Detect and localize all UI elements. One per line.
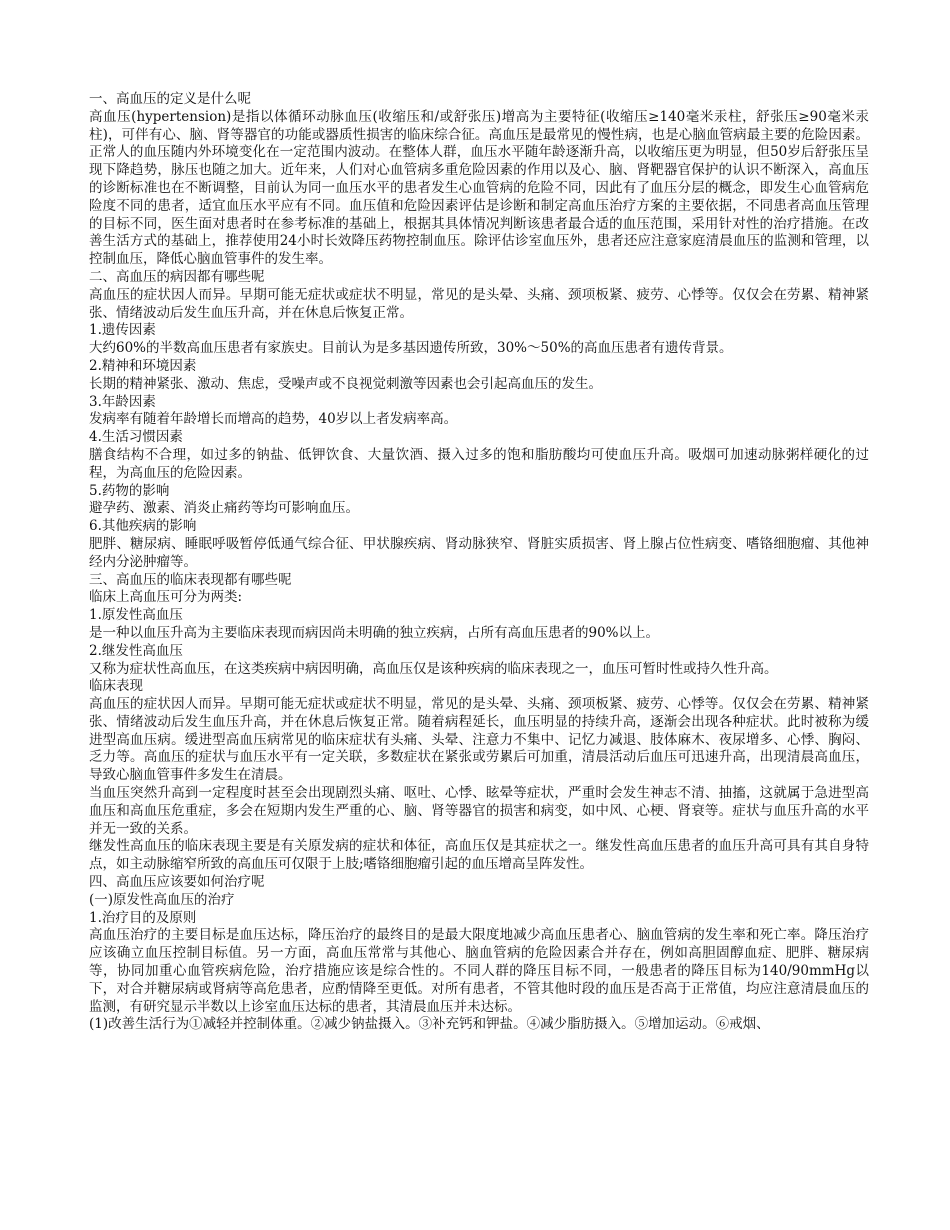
paragraph-secondary: 又称为症状性高血压，在这类疾病中病因明确，高血压仅是该种疾病的临床表现之一，血压可暂时性或持久性升高。	[89, 660, 778, 677]
subheading-secondary: 2.继发性高血压	[89, 642, 183, 659]
paragraph-lifestyle: 膳食结构不合理，如过多的钠盐、低钾饮食、大量饮酒、摄入过多的饱和脂肪酸均可使血压升高。吸烟可加速动脉粥样硬化的过程，为高血压的危险因素。	[89, 446, 869, 481]
paragraph-two-types: 临床上高血压可分为两类:	[89, 589, 243, 606]
paragraph-primary: 是一种以血压升高为主要临床表现而病因尚未明确的独立疾病，占所有高血压患者的90%以上。	[89, 624, 660, 641]
paragraph-definition: 高血压(hypertension)是指以体循环动脉血压(收缩压和/或舒张压)增高为主要特征(收缩压≥140毫米汞柱，舒张压≥90毫米汞柱)，可伴有心、脑、肾等器官的功能或器质性损害的临床综合征。高血压是最常见的慢性病，也是心脑血管病最主要的危险因素。正常人的血压随内外环境变化在一定范围内波动。在整体人群，血压水平随年龄逐渐升高，以收缩压更为明显，但50岁后舒张压呈现下降趋势，脉压也随之加大。近年来，人们对心血管病多重危险因素的作用以及心、脑、肾靶器官保护的认识不断深入，高血压的诊断标准也在不断调整，目前认为同一血压水平的患者发生心血管病的危险不同，因此有了血压分层的概念，即发生心血管病危险度不同的患者，适宜血压水平应有不同。血压值和危险因素评估是诊断和制定高血压治疗方案的主要依据，不同患者高血压管理的目标不同，医生面对患者时在参考标准的基础上，根据其具体情况判断该患者最合适的血压范围，采用针对性的治疗措施。在改善生活方式的基础上，推荐使用24小时长效降压药物控制血压。除评估诊室血压外，患者还应注意家庭清晨血压的监测和管理，以控制血压，降低心脑血管事件的发生率。	[89, 108, 869, 268]
subheading-genetic: 1.遗传因素	[89, 322, 156, 339]
subheading-other-diseases: 6.其他疾病的影响	[89, 518, 197, 535]
paragraph-lifestyle-changes: (1)改善生活行为①减轻并控制体重。②减少钠盐摄入。③补充钙和钾盐。④减少脂肪摄入。⑤增加运动。⑥戒烟、	[89, 1016, 770, 1033]
paragraph-genetic: 大约60%的半数高血压患者有家族史。目前认为是多基因遗传所致，30%～50%的高血压患者有遗传背景。	[89, 340, 733, 357]
paragraph-clinical-3: 继发性高血压的临床表现主要是有关原发病的症状和体征，高血压仅是其症状之一。继发性高血压患者的血压升高可具有其自身特点，如主动脉缩窄所致的高血压可仅限于上肢;嗜铬细胞瘤引起的血压增高呈阵发性。	[89, 838, 869, 873]
paragraph-treatment-goals: 高血压治疗的主要目标是血压达标，降压治疗的最终目的是最大限度地减少高血压患者心、脑血管病的发生率和死亡率。降压治疗应该确立血压控制目标值。另一方面，高血压常常与其他心、脑血管病的危险因素合并存在，例如高胆固醇血症、肥胖、糖尿病等，协同加重心血管疾病危险，治疗措施应该是综合性的。不同人群的降压目标不同，一般患者的降压目标为140/90mmHg以下，对合并糖尿病或肾病等高危患者，应酌情降至更低。对所有患者，不管其他时段的血压是否高于正常值，均应注意清晨血压的监测，有研究显示半数以上诊室血压达标的患者，其清晨血压并未达标。	[89, 927, 869, 1015]
paragraph-drugs: 避孕药、激素、消炎止痛药等均可影响血压。	[89, 500, 359, 517]
paragraph-other-diseases: 肥胖、糖尿病、睡眠呼吸暂停低通气综合征、甲状腺疾病、肾动脉狭窄、肾脏实质损害、肾上腺占位性病变、嗜铬细胞瘤、其他神经内分泌肿瘤等。	[89, 535, 869, 570]
paragraph-causes-intro: 高血压的症状因人而异。早期可能无症状或症状不明显，常见的是头晕、头痛、颈项板紧、疲劳、心悸等。仅仅会在劳累、精神紧张、情绪波动后发生血压升高，并在休息后恢复正常。	[89, 286, 869, 321]
paragraph-age: 发病率有随着年龄增长而增高的趋势，40岁以上者发病率高。	[89, 411, 458, 428]
document-body	[89, 91, 869, 1034]
section-heading-definition: 一、高血压的定义是什么呢	[89, 91, 251, 107]
section-heading-causes: 二、高血压的病因都有哪些呢	[89, 268, 265, 285]
section-heading-treatment: 四、高血压应该要如何治疗呢	[89, 874, 265, 891]
subheading-lifestyle: 4.生活习惯因素	[89, 429, 183, 446]
subheading-drugs: 5.药物的影响	[89, 482, 170, 499]
subheading-age: 3.年龄因素	[89, 393, 156, 410]
subheading-primary: 1.原发性高血压	[89, 607, 183, 624]
subheading-mental-environment: 2.精神和环境因素	[89, 357, 197, 374]
paragraph-clinical-2: 当血压突然升高到一定程度时甚至会出现剧烈头痛、呕吐、心悸、眩晕等症状，严重时会发生神志不清、抽搐，这就属于急进型高血压和高血压危重症，多会在短期内发生严重的心、脑、肾等器官的损害和病变，如中风、心梗、肾衰等。症状与血压升高的水平并无一致的关系。	[89, 785, 869, 837]
paragraph-clinical-1: 高血压的症状因人而异。早期可能无症状或症状不明显，常见的是头晕、头痛、颈项板紧、疲劳、心悸等。仅仅会在劳累、精神紧张、情绪波动后发生血压升高，并在休息后恢复正常。随着病程延长，血压明显的持续升高，逐渐会出现各种症状。此时被称为缓进型高血压病。缓进型高血压病常见的临床症状有头痛、头晕、注意力不集中、记忆力减退、肢体麻木、夜尿增多、心悸、胸闷、乏力等。高血压的症状与血压水平有一定关联，多数症状在紧张或劳累后可加重，清晨活动后血压可迅速升高，出现清晨高血压，导致心脑血管事件多发生在清晨。	[89, 696, 869, 784]
subheading-clinical-manifestation: 临床表现	[89, 678, 143, 695]
subheading-primary-treatment: (一)原发性高血压的治疗	[89, 891, 235, 908]
section-heading-symptoms: 三、高血压的临床表现都有哪些呢	[89, 571, 292, 588]
paragraph-mental-environment: 长期的精神紧张、激动、焦虑，受噪声或不良视觉刺激等因素也会引起高血压的发生。	[89, 375, 602, 392]
subheading-treatment-goals: 1.治疗目的及原则	[89, 909, 197, 926]
